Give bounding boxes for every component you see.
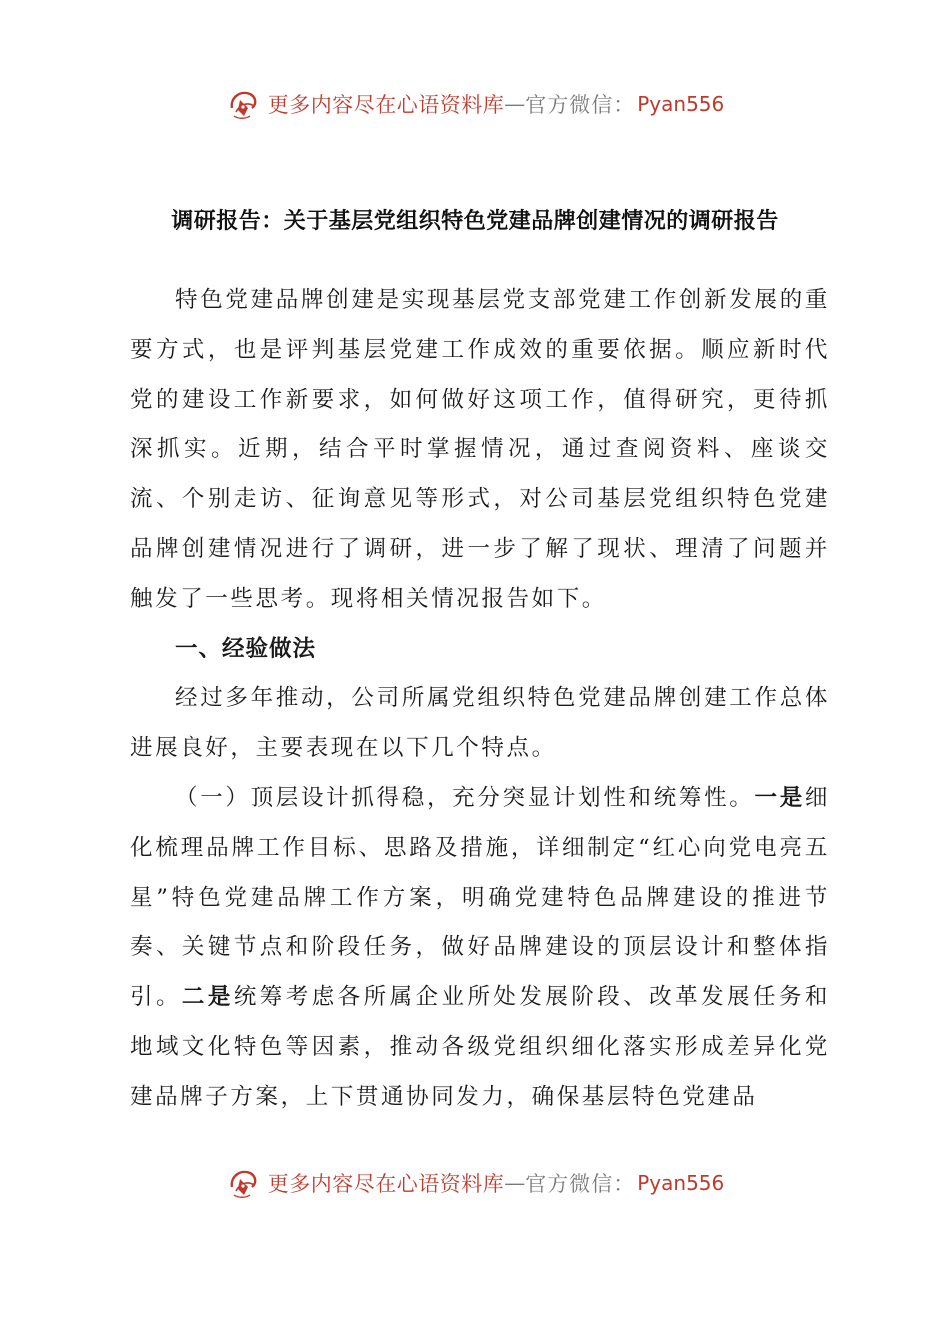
watermark-main-text: 更多内容尽在心语资料库 xyxy=(267,93,505,117)
watermark-footer xyxy=(0,1163,950,1203)
watermark-dash: — xyxy=(504,92,526,116)
document-title: 调研报告：关于基层党组织特色党建品牌创建情况的调研报告 xyxy=(171,208,779,234)
section-heading: 一、经验做法 xyxy=(175,635,317,662)
pen-nib-swirl-icon xyxy=(226,1165,262,1201)
watermark-office-label: 官方微信： xyxy=(525,1172,636,1196)
paragraph-overview: 经过多年推动，公司所属党组织特色党建品牌创建工作总体进展良好，主要表现在以下几个特点。 xyxy=(130,685,830,762)
point-text-two: 统筹考虑各所属企业所处发展阶段、改革发展任务和地域文化特色等因素，推动各级党组织细化落实形成差异化党建品牌子方案，上下贯通协同发力，确保基层特色党建品 xyxy=(130,984,830,1110)
watermark-wechat-id: Pyan556 xyxy=(637,1171,725,1195)
watermark-dash: — xyxy=(504,1171,526,1195)
paragraph-intro: 特色党建品牌创建是实现基层党支部党建工作创新发展的重要方式，也是评判基层党建工作成效的重要依据。顺应新时代党的建设工作新要求，如何做好这项工作，值得研究，更待抓深抓实。近期，结合平时掌握情况，通过查阅资料、座谈交流、个别走访、征询意见等形式，对公司基层党组织特色党建品牌创建情况进行了调研，进一步了解了现状、理清了问题并触发了一些思考。现将相关情况报告如下。 xyxy=(130,287,830,612)
watermark-office-label: 官方微信： xyxy=(525,93,636,117)
watermark-header xyxy=(0,84,950,124)
point-text-one: 细化梳理品牌工作目标、思路及措施，详细制定“红心向党电亮五星”特色党建品牌工作方案，明确党建特色品牌建设的推进节奏、关键节点和阶段任务，做好品牌建设的顶层设计和整体指引。 xyxy=(130,784,830,1011)
subsection-intro: （一）顶层设计抓得稳，充分突显计划性和统筹性。 xyxy=(175,784,755,811)
paragraph-top-level-design xyxy=(130,774,830,1123)
point-marker-one: 一是 xyxy=(754,784,805,811)
watermark-wechat-id: Pyan556 xyxy=(637,92,725,116)
document-body xyxy=(130,276,830,1123)
point-marker-two: 二是 xyxy=(181,984,234,1011)
watermark-main-text: 更多内容尽在心语资料库 xyxy=(267,1172,505,1196)
pen-nib-swirl-icon xyxy=(226,86,262,122)
